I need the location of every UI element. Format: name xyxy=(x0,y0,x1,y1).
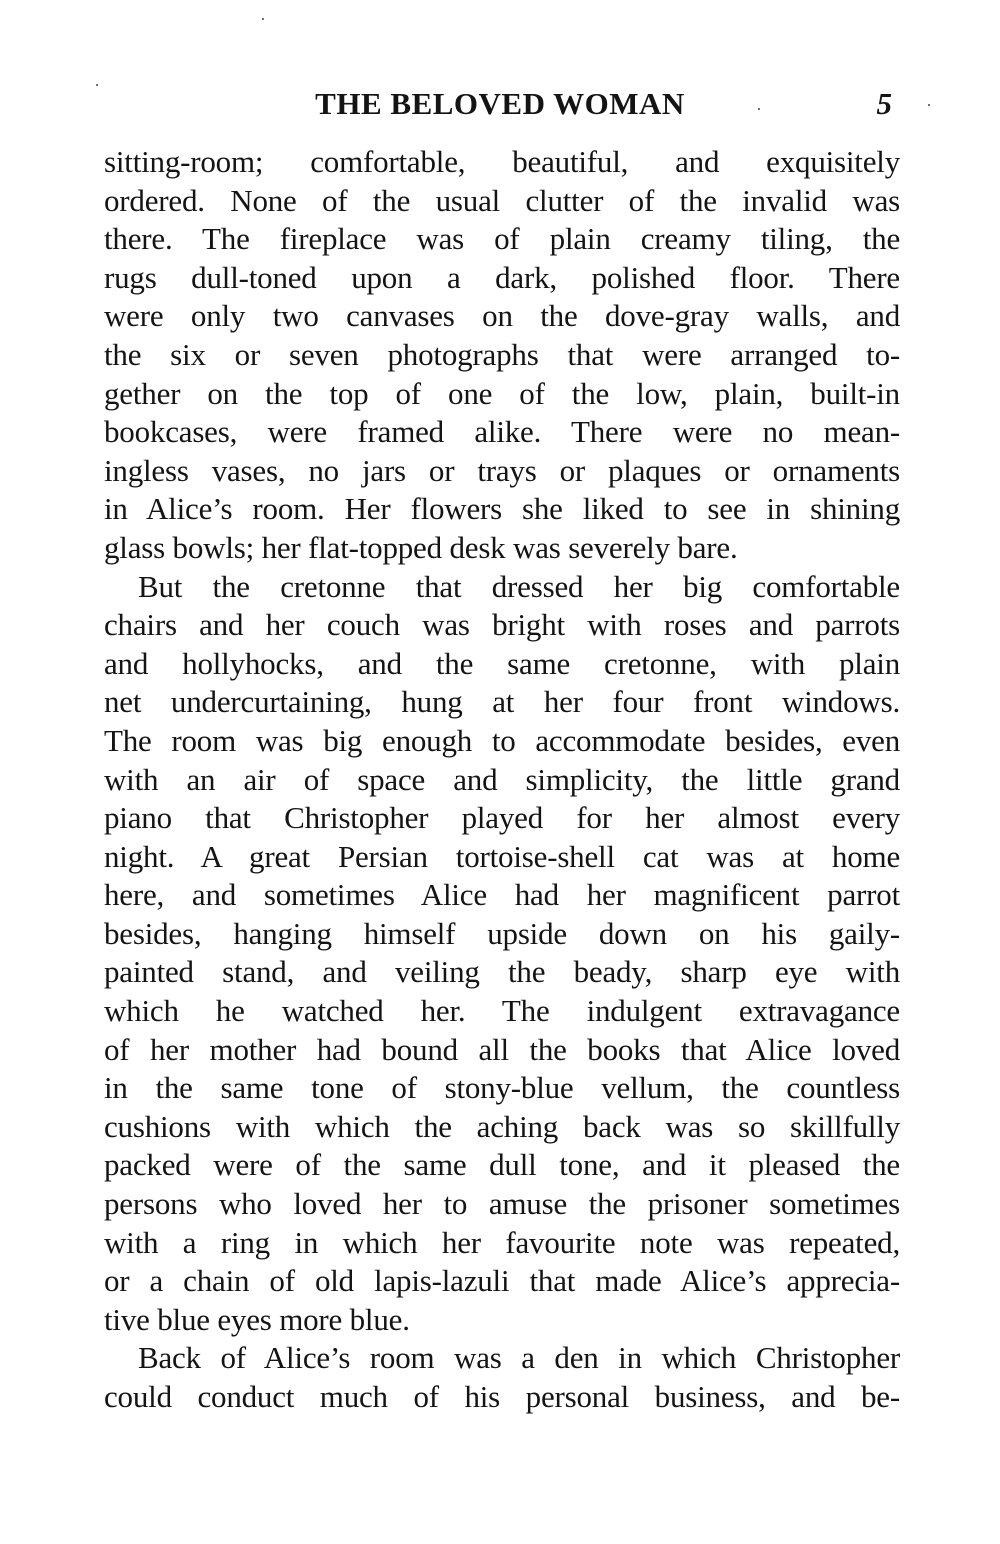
text-line: ordered. None of the usual clutter of the invalid was xyxy=(104,182,900,218)
text-line: ingless vases, no jars or trays or plaques or ornaments xyxy=(104,452,900,488)
text-line: packed were of the same dull tone, and it pleased the xyxy=(104,1147,900,1183)
text-line: which he watched her. The indulgent extravagance xyxy=(104,993,900,1029)
page-number: 5 xyxy=(876,86,892,121)
text-line: or a chain of old lapis-lazuli that made Alice’s apprecia- xyxy=(104,1263,900,1299)
text-line: The room was big enough to accommodate besides, even xyxy=(104,722,900,758)
text-line: gether on the top of one of the low, plain, built-in xyxy=(104,375,900,411)
body-text xyxy=(104,143,900,1417)
text-line: there. The fireplace was of plain creamy tiling, the xyxy=(104,221,900,257)
paper-speck xyxy=(262,18,264,20)
text-line: persons who loved her to amuse the prisoner sometimes xyxy=(104,1186,900,1222)
text-line: of her mother had bound all the books that Alice loved xyxy=(104,1031,900,1067)
text-line: bookcases, were framed alike. There were no mean- xyxy=(104,414,900,450)
text-line: here, and sometimes Alice had her magnificent parrot xyxy=(104,877,900,913)
running-header xyxy=(104,82,900,126)
text-line: net undercurtaining, hung at her four front windows. xyxy=(104,684,900,720)
text-line: with an air of space and simplicity, the little grand xyxy=(104,761,900,797)
text-line: sitting-room; comfortable, beautiful, and exquisitely xyxy=(104,144,900,179)
text-line: besides, hanging himself upside down on his gaily- xyxy=(104,915,900,951)
text-line: chairs and her couch was bright with roses and parrots xyxy=(104,607,900,643)
text-line: Back of Alice’s room was a den in which Christopher xyxy=(138,1340,900,1376)
text-line: the six or seven photographs that were arranged to- xyxy=(104,336,900,372)
text-line: But the cretonne that dressed her big comfortable xyxy=(138,568,900,604)
text-line: piano that Christopher played for her almost every xyxy=(104,800,900,836)
paper-speck xyxy=(96,84,98,86)
text-line: cushions with which the aching back was so skillfully xyxy=(104,1108,900,1144)
text-line: could conduct much of his personal business, and be- xyxy=(104,1379,900,1414)
text-line: tive blue eyes more blue. xyxy=(104,1301,410,1337)
paper-speck xyxy=(928,104,930,106)
text-line: painted stand, and veiling the beady, sharp eye with xyxy=(104,954,900,990)
text-line: night. A great Persian tortoise-shell cat was at home xyxy=(104,838,900,874)
text-line: glass bowls; her flat-topped desk was severely bare. xyxy=(104,529,738,565)
text-line: rugs dull-toned upon a dark, polished floor. There xyxy=(104,259,900,295)
running-title: THE BELOVED WOMAN xyxy=(315,86,685,121)
text-line: in the same tone of stony-blue vellum, the countless xyxy=(104,1070,900,1106)
text-line: were only two canvases on the dove-gray walls, and xyxy=(104,298,900,334)
text-line: in Alice’s room. Her flowers she liked to see in shining xyxy=(104,491,900,527)
text-line: with a ring in which her favourite note was repeated, xyxy=(104,1224,900,1260)
text-line: and hollyhocks, and the same cretonne, with plain xyxy=(104,645,900,681)
